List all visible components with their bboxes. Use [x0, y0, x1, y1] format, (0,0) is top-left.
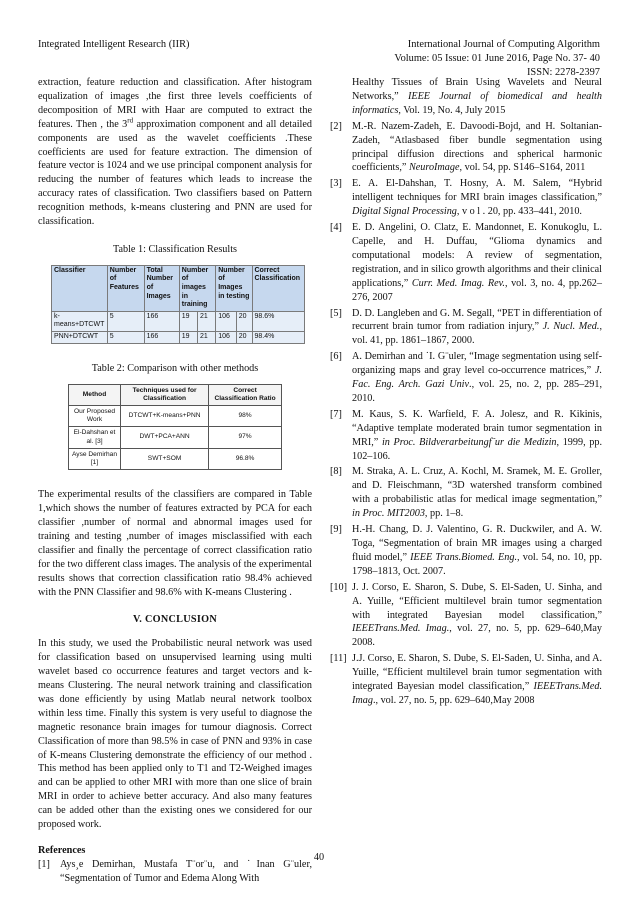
ordinal-suffix: rd: [127, 116, 134, 125]
table2-header: Techniques used for Classification: [121, 384, 209, 405]
reference-item: [330, 120, 602, 176]
journal-issn: ISSN: 2278-2397: [526, 67, 600, 78]
paragraph-conclusion: In this study, we used the Probabilistic neural network was used for classification based on unsupervised learning using multi wavelet based co occurrence features and target vectors and k-means Clustering. The neural network training and classification was done efficiently by using Matlab neural network toolbox within less time. Finally this system is very useful to diagnose the magnetic resonance brain images for tumour diagnosis. Correct Classification of more than 98.5% in case of PNN and 93% in case of K-means Clustering demonstrate the efficiency of our method . This method has been applied only to T1 and T2-Weighed images and can be applied to other MRI with more than one slice of brain MRI in order to achieve better accuracy. And also many features can be added other than the existing ones we considered for our proposed work.: [38, 638, 312, 831]
reference-text: H.-H. Chang, D. J. Valentino, G. R. Duckwiler, and A. W. Toga, “Segmentation of brain MR images using a charged fluid model,” IEEE Trans.Biomed. Eng., vol. 54, no. 10, pp. 1798–1813, Oct. 2007.: [352, 524, 602, 577]
journal-info: [394, 38, 600, 80]
table-cell: SWT+SOM: [121, 448, 209, 469]
page-number: 40: [313, 852, 325, 863]
table1-header: Number of Images in testing: [216, 265, 252, 311]
table-row: [69, 405, 282, 426]
reference-details: , Vol. 19, No. 4, July 2015: [398, 104, 506, 116]
table-cell: Our Proposed Work: [69, 405, 121, 426]
table1-header: Number of Features: [107, 265, 144, 311]
table-cell: 20: [236, 332, 252, 344]
reference-text: A. Demirhan and ˙I. G¨uler, “Image segmentation using self-organizing maps and gray level co-occurrence matrices,” J. Fac. Eng. Arch. Gazi Univ., vol. 25, no. 2, pp. 285–291, 2010.: [352, 351, 602, 404]
reference-number: [9]: [330, 524, 342, 536]
reference-journal: J. Fac. Eng. Arch. Gazi Univ: [352, 365, 602, 391]
reference-item: [330, 581, 602, 651]
reference-number: [7]: [330, 408, 342, 420]
table-row: [69, 448, 282, 469]
table-cell: DTCWT+K-means+PNN: [121, 405, 209, 426]
reference-list: [330, 120, 602, 708]
table1-header-row: [52, 265, 305, 311]
reference-journal: IEEETrans.Med. Imag.: [352, 623, 450, 635]
reference-journal: J. Nucl. Med.: [542, 321, 600, 333]
table-cell: 96.8%: [209, 448, 282, 469]
journal-publisher: Integrated Intelligent Research (IIR): [38, 39, 190, 50]
reference-item: [330, 221, 602, 304]
classification-results-table: [51, 265, 305, 344]
table2-header: Correct Classification Ratio: [209, 384, 282, 405]
right-column: [330, 76, 602, 710]
table-cell: El-Dahshan et al. [3]: [69, 427, 121, 448]
reference-text: E. A. El-Dahshan, T. Hosny, A. M. Salem, “Hybrid intelligent techniques for MRI brain images classification,” Digital Signal Processing, v o l . 20, pp. 433–441, 2010.: [352, 178, 602, 218]
reference-number: [3]: [330, 178, 342, 190]
reference-journal: IEEE Trans.Biomed. Eng.,: [410, 551, 520, 563]
table1-header: Correct Classification: [252, 265, 305, 311]
reference-item: [330, 523, 602, 579]
reference-item: [330, 465, 602, 521]
table1-header: Total Number of Images: [144, 265, 179, 311]
table-row: [52, 332, 305, 344]
table1-caption: Table 1: Classification Results: [112, 243, 238, 255]
reference-item: [330, 408, 602, 464]
reference-number: [1]: [38, 858, 50, 870]
table-cell: 20: [236, 311, 252, 331]
reference-text: M. Kaus, S. K. Warfield, F. A. Jolesz, and R. Kikinis, “Adaptive template moderated brain tumor segmentation in MRI,” in Proc. Bildverarbeitungf¨ur die Medizin, 1999, pp. 102–106.: [352, 408, 602, 462]
table-cell: PNN+DTCWT: [52, 332, 108, 344]
reference-text: D. D. Langleben and G. M. Segall, “PET in differentiation of recurrent brain tumor from radiation injury,” J. Nucl. Med., vol. 41, pp. 1861–1867, 2000.: [352, 307, 602, 347]
reference-number: [8]: [330, 466, 342, 478]
reference-number: [6]: [330, 351, 342, 363]
paragraph-results: The experimental results of the classifiers are compared in Table 1,which shows the number of features extracted by PCA for each classifier ,number of normal and abnormal images used for training and testing ,number of images misclassified with each classifier and finally the percentage of correct classification ratio for the two different class images. The analysis of the experimental results shows that correction classification ratio 98.4% achieved with the PNN Classifier and 98.6% with K-means Clustering .: [38, 489, 312, 598]
reference-journal: in Proc. Bildverarbeitungf¨ur die Medizin: [381, 436, 557, 448]
table-cell: DWT+PCA+ANN: [121, 427, 209, 448]
reference-text: Ays¸e Demirhan, Mustafa T¨or¨u, and ˙Inan G¨uler, “Segmentation of Tumor and Edema Along With: [60, 858, 312, 884]
left-column: [38, 76, 312, 888]
reference-number: [11]: [330, 653, 347, 665]
section-heading-conclusion: V. CONCLUSION: [132, 614, 218, 626]
table-cell: k-means+DTCWT: [52, 311, 108, 331]
reference-item-continued: [330, 76, 602, 118]
reference-text: J.J. Corso, E. Sharon, S. Dube, S. El-Saden, U. Sinha, and A. Yuille, “Efficient multilevel brain tumor segmentation with integrated Bayesian model classification,” IEEETrans.Med. Imag., vol. 27, no. 5, pp. 629–640,May 2008: [352, 653, 602, 706]
reference-item: [330, 177, 602, 219]
reference-journal: Curr. Med. Imag. Rev.: [411, 277, 505, 289]
table-cell: 106: [216, 311, 237, 331]
table-cell: Ayse Demirhan [1]: [69, 448, 121, 469]
table-row: [69, 427, 282, 448]
reference-item: [330, 307, 602, 349]
table-cell: 98%: [209, 405, 282, 426]
reference-text: M. Straka, A. L. Cruz, A. Kochl, M. Sramek, M. E. Groller, and D. Fleischmann, “3D watershed transform combined with a probabilistic atlas for medical image segmentation,” in Proc. MIT2003, pp. 1–8.: [352, 466, 602, 520]
table1-header: Number of images in training: [179, 265, 215, 311]
reference-journal: NeuroImage: [408, 162, 460, 174]
table-cell: 97%: [209, 427, 282, 448]
reference-item: [330, 350, 602, 406]
paragraph-methods: extraction, feature reduction and classification. After histogram equalization of images ,the first three levels coefficients of decomposition of MRI with Haar are computed to extract the features. Then , the 3rd approximation component and all detailed components are used as the wavelet coefficients .These coefficients are used for feature extraction. The dimension of feature vector is 1024 and we use principal component analysis for reducing the number of features which leads to increase the accuracy rates of classification. Two classifiers based on Pattern recognition methods, k-means clustering and PNN are used for classification.: [38, 77, 312, 228]
reference-text: M.-R. Nazem-Zadeh, E. Davoodi-Bojd, and H. Soltanian-Zadeh, “Atlasbased fiber bundle segmentation using principal diffusion directions and spherical harmonic coefficients,” NeuroImage, vol. 54, pp. S146–S164, 2011: [352, 120, 602, 174]
table-cell: 5: [107, 332, 144, 344]
reference-number: [5]: [330, 307, 342, 319]
table-row: [52, 311, 305, 331]
reference-text: E. D. Angelini, O. Clatz, E. Mandonnet, E. Konukoglu, L. Capelle, and H. Duffau, “Glioma dynamics and computational models: A review of segmentation, registration, and in silico growth algorithms and their clinical applications,” Curr. Med. Imag. Rev., vol. 3, no. 4, pp.262–276, 2007: [352, 222, 602, 303]
table-cell: 166: [144, 311, 179, 331]
reference-item: [330, 652, 602, 708]
reference-journal: in Proc. MIT2003: [352, 508, 425, 520]
reference-number: [10]: [330, 581, 347, 593]
table2-header: Method: [69, 384, 121, 405]
table2-caption: Table 2: Comparison with other methods: [91, 362, 259, 374]
table-cell: 98.6%: [252, 311, 305, 331]
reference-number: [4]: [330, 222, 342, 234]
table-cell: 21: [198, 332, 216, 344]
journal-title: International Journal of Computing Algorithm: [407, 39, 600, 50]
table1-header: Classifier: [52, 265, 108, 311]
table-cell: 166: [144, 332, 179, 344]
table-cell: 19: [179, 332, 197, 344]
reference-text: Healthy Tissues of Brain Using Wavelets and Neural Networks,”: [352, 77, 602, 102]
journal-volume: Volume: 05 Issue: 01 June 2016, Page No. 37- 40: [394, 53, 600, 64]
references-heading: References: [38, 845, 86, 856]
table-cell: 98.4%: [252, 332, 305, 344]
reference-journal: Digital Signal Processing: [352, 206, 457, 218]
reference-text: J. J. Corso, E. Sharon, S. Dube, S. El-Saden, U. Sinha, and A. Yuille, “Efficient multilevel brain tumor segmentation with integrated Bayesian model classification,” IEEETrans.Med. Imag., vol. 27, no. 5, pp. 629–640,May 2008.: [352, 581, 602, 649]
table-cell: 106: [216, 332, 237, 344]
comparison-table: [68, 384, 282, 471]
reference-journal: IEEE Journal of biomedical and health informatics: [352, 90, 602, 116]
table-cell: 21: [198, 311, 216, 331]
reference-journal: IEEETrans.Med. Imag: [352, 681, 602, 706]
table-cell: 19: [179, 311, 197, 331]
table-cell: 5: [107, 311, 144, 331]
reference-number: [2]: [330, 120, 342, 132]
table2-header-row: [69, 384, 282, 405]
